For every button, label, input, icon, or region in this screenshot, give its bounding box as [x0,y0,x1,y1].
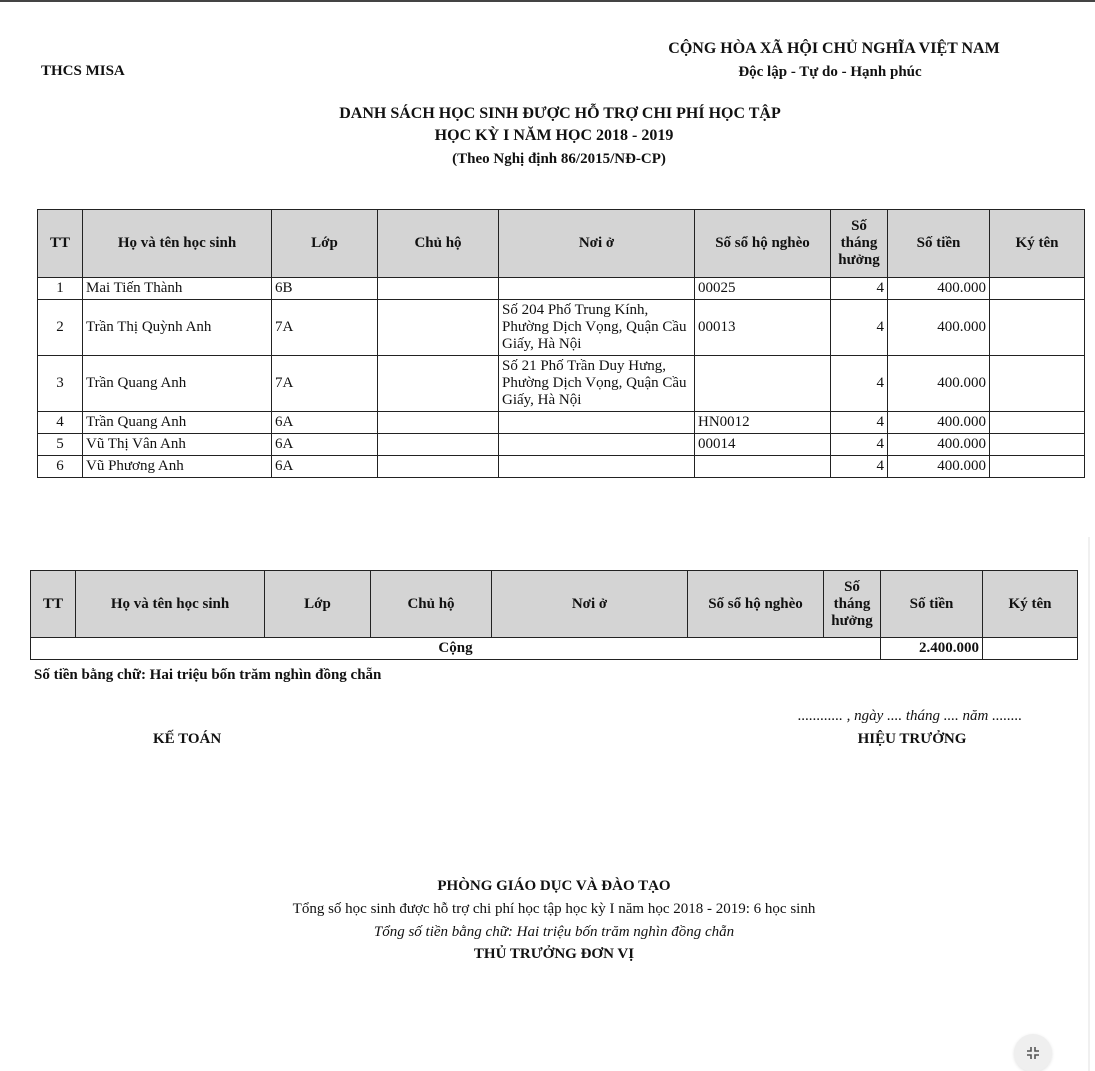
national-title: CỘNG HÒA XÃ HỘI CHỦ NGHĨA VIỆT NAM [668,40,1000,57]
cell-months: 4 [831,300,888,356]
col-header-residence: Nơi ở [492,571,688,638]
school-name: THCS MISA [41,63,125,79]
cell-signature [990,456,1085,478]
cell-class: 7A [272,300,378,356]
cell-amount: 400.000 [888,456,990,478]
col-header-months [824,571,881,638]
cell-signature [990,300,1085,356]
cell-amount: 400.000 [888,300,990,356]
cell-months: 4 [831,412,888,434]
exit-fullscreen-icon [1026,1046,1040,1060]
table-header-row [38,210,1085,278]
cell-signature [990,412,1085,434]
cell-class: 6A [272,412,378,434]
cell-signature [990,356,1085,412]
cell-tt: 1 [38,278,83,300]
cell-name: Vũ Phương Anh [83,456,272,478]
col-header-tt: TT [38,210,83,278]
cell-months: 4 [831,456,888,478]
total-label: Cộng [31,638,881,660]
cell-poor-book: HN0012 [695,412,831,434]
cell-amount: 400.000 [888,356,990,412]
col-header-class: Lớp [272,210,378,278]
cell-poor-book: 00014 [695,434,831,456]
col-header-months-line2: tháng [833,595,871,612]
cell-name: Mai Tiến Thành [83,278,272,300]
cell-residence [499,278,695,300]
col-header-amount: Số tiền [881,571,983,638]
cell-class: 7A [272,356,378,412]
accountant-signature-label: KẾ TOÁN [153,731,222,747]
table-row [38,300,1085,356]
cell-tt: 6 [38,456,83,478]
cell-household-head [378,300,499,356]
cell-poor-book [695,456,831,478]
total-students-summary: Tổng số học sinh được hỗ trợ chi phí học tập học kỳ I năm học 2018 - 2019: 6 học sinh [292,901,816,917]
cell-residence [499,412,695,434]
table-row [38,456,1085,478]
total-amount: 2.400.000 [881,638,983,660]
cell-amount: 400.000 [888,412,990,434]
col-header-name: Họ và tên học sinh [76,571,265,638]
cell-name: Trần Quang Anh [83,356,272,412]
national-motto: Độc lập - Tự do - Hạnh phúc [738,64,922,80]
document-decree: (Theo Nghị định 86/2015/NĐ-CP) [452,151,666,167]
cell-tt: 3 [38,356,83,412]
cell-name: Vũ Thị Vân Anh [83,434,272,456]
cell-class: 6B [272,278,378,300]
cell-poor-book: 00025 [695,278,831,300]
cell-name: Trần Thị Quỳnh Anh [83,300,272,356]
col-header-class: Lớp [265,571,371,638]
col-header-amount: Số tiền [888,210,990,278]
totals-table [30,570,1078,660]
cell-residence [499,456,695,478]
cell-class: 6A [272,434,378,456]
principal-signature-label: HIỆU TRƯỞNG [857,731,967,747]
cell-months: 4 [831,278,888,300]
col-header-tt: TT [31,571,76,638]
total-amount-in-words: Tổng số tiền bằng chữ: Hai triệu bốn trăm nghìn đồng chẵn [373,924,735,940]
cell-household-head [378,356,499,412]
col-header-poor-book: Số sổ hộ nghèo [688,571,824,638]
table-row [38,356,1085,412]
cell-signature [990,278,1085,300]
cell-name: Trần Quang Anh [83,412,272,434]
cell-household-head [378,278,499,300]
cell-residence [499,434,695,456]
cell-poor-book [695,356,831,412]
col-header-months-line3: hưởng [838,252,880,268]
date-line: ............ , ngày .... tháng .... năm ........ [797,708,1023,724]
cell-tt: 5 [38,434,83,456]
cell-class: 6A [272,456,378,478]
department-title: PHÒNG GIÁO DỤC VÀ ĐÀO TẠO [437,878,671,894]
viewer-top-border [0,0,1095,2]
exit-fullscreen-button[interactable] [1014,1034,1052,1071]
table-row [38,278,1085,300]
col-header-months-line1: Số [851,218,867,234]
cell-residence: Số 204 Phố Trung Kính, Phường Dịch Vọng, Quận Cầu Giấy, Hà Nội [499,300,695,356]
cell-household-head [378,412,499,434]
cell-signature [990,434,1085,456]
cell-amount: 400.000 [888,434,990,456]
col-header-residence: Nơi ở [499,210,695,278]
viewer-scrollbar-track [1088,537,1090,1071]
total-signature-cell [983,638,1078,660]
cell-household-head [378,434,499,456]
col-header-months-line2: tháng [840,235,878,251]
col-header-months [831,210,888,278]
cell-household-head [378,456,499,478]
col-header-household-head: Chủ hộ [371,571,492,638]
student-list-table [37,209,1085,478]
total-row [31,638,1078,660]
document-title: DANH SÁCH HỌC SINH ĐƯỢC HỖ TRỢ CHI PHÍ HỌC TẬP [339,105,781,122]
cell-poor-book: 00013 [695,300,831,356]
document-subtitle: HỌC KỲ I NĂM HỌC 2018 - 2019 [434,127,674,144]
col-header-poor-book: Số sổ hộ nghèo [695,210,831,278]
cell-tt: 4 [38,412,83,434]
col-header-months-line1: Số [844,578,860,595]
cell-months: 4 [831,434,888,456]
cell-residence: Số 21 Phố Trần Duy Hưng, Phường Dịch Vọng, Quận Cầu Giấy, Hà Nội [499,356,695,412]
table-row [38,412,1085,434]
cell-amount: 400.000 [888,278,990,300]
table-header-row [31,571,1078,638]
cell-tt: 2 [38,300,83,356]
table-row [38,434,1085,456]
amount-in-words: Số tiền bằng chữ: Hai triệu bốn trăm nghìn đồng chẵn [34,667,382,683]
col-header-signature: Ký tên [983,571,1078,638]
col-header-signature: Ký tên [990,210,1085,278]
cell-months: 4 [831,356,888,412]
col-header-name: Họ và tên học sinh [83,210,272,278]
head-of-unit-signature-label: THỦ TRƯỞNG ĐƠN VỊ [473,946,635,962]
col-header-household-head: Chủ hộ [378,210,499,278]
col-header-months-line3: hưởng [831,612,873,629]
